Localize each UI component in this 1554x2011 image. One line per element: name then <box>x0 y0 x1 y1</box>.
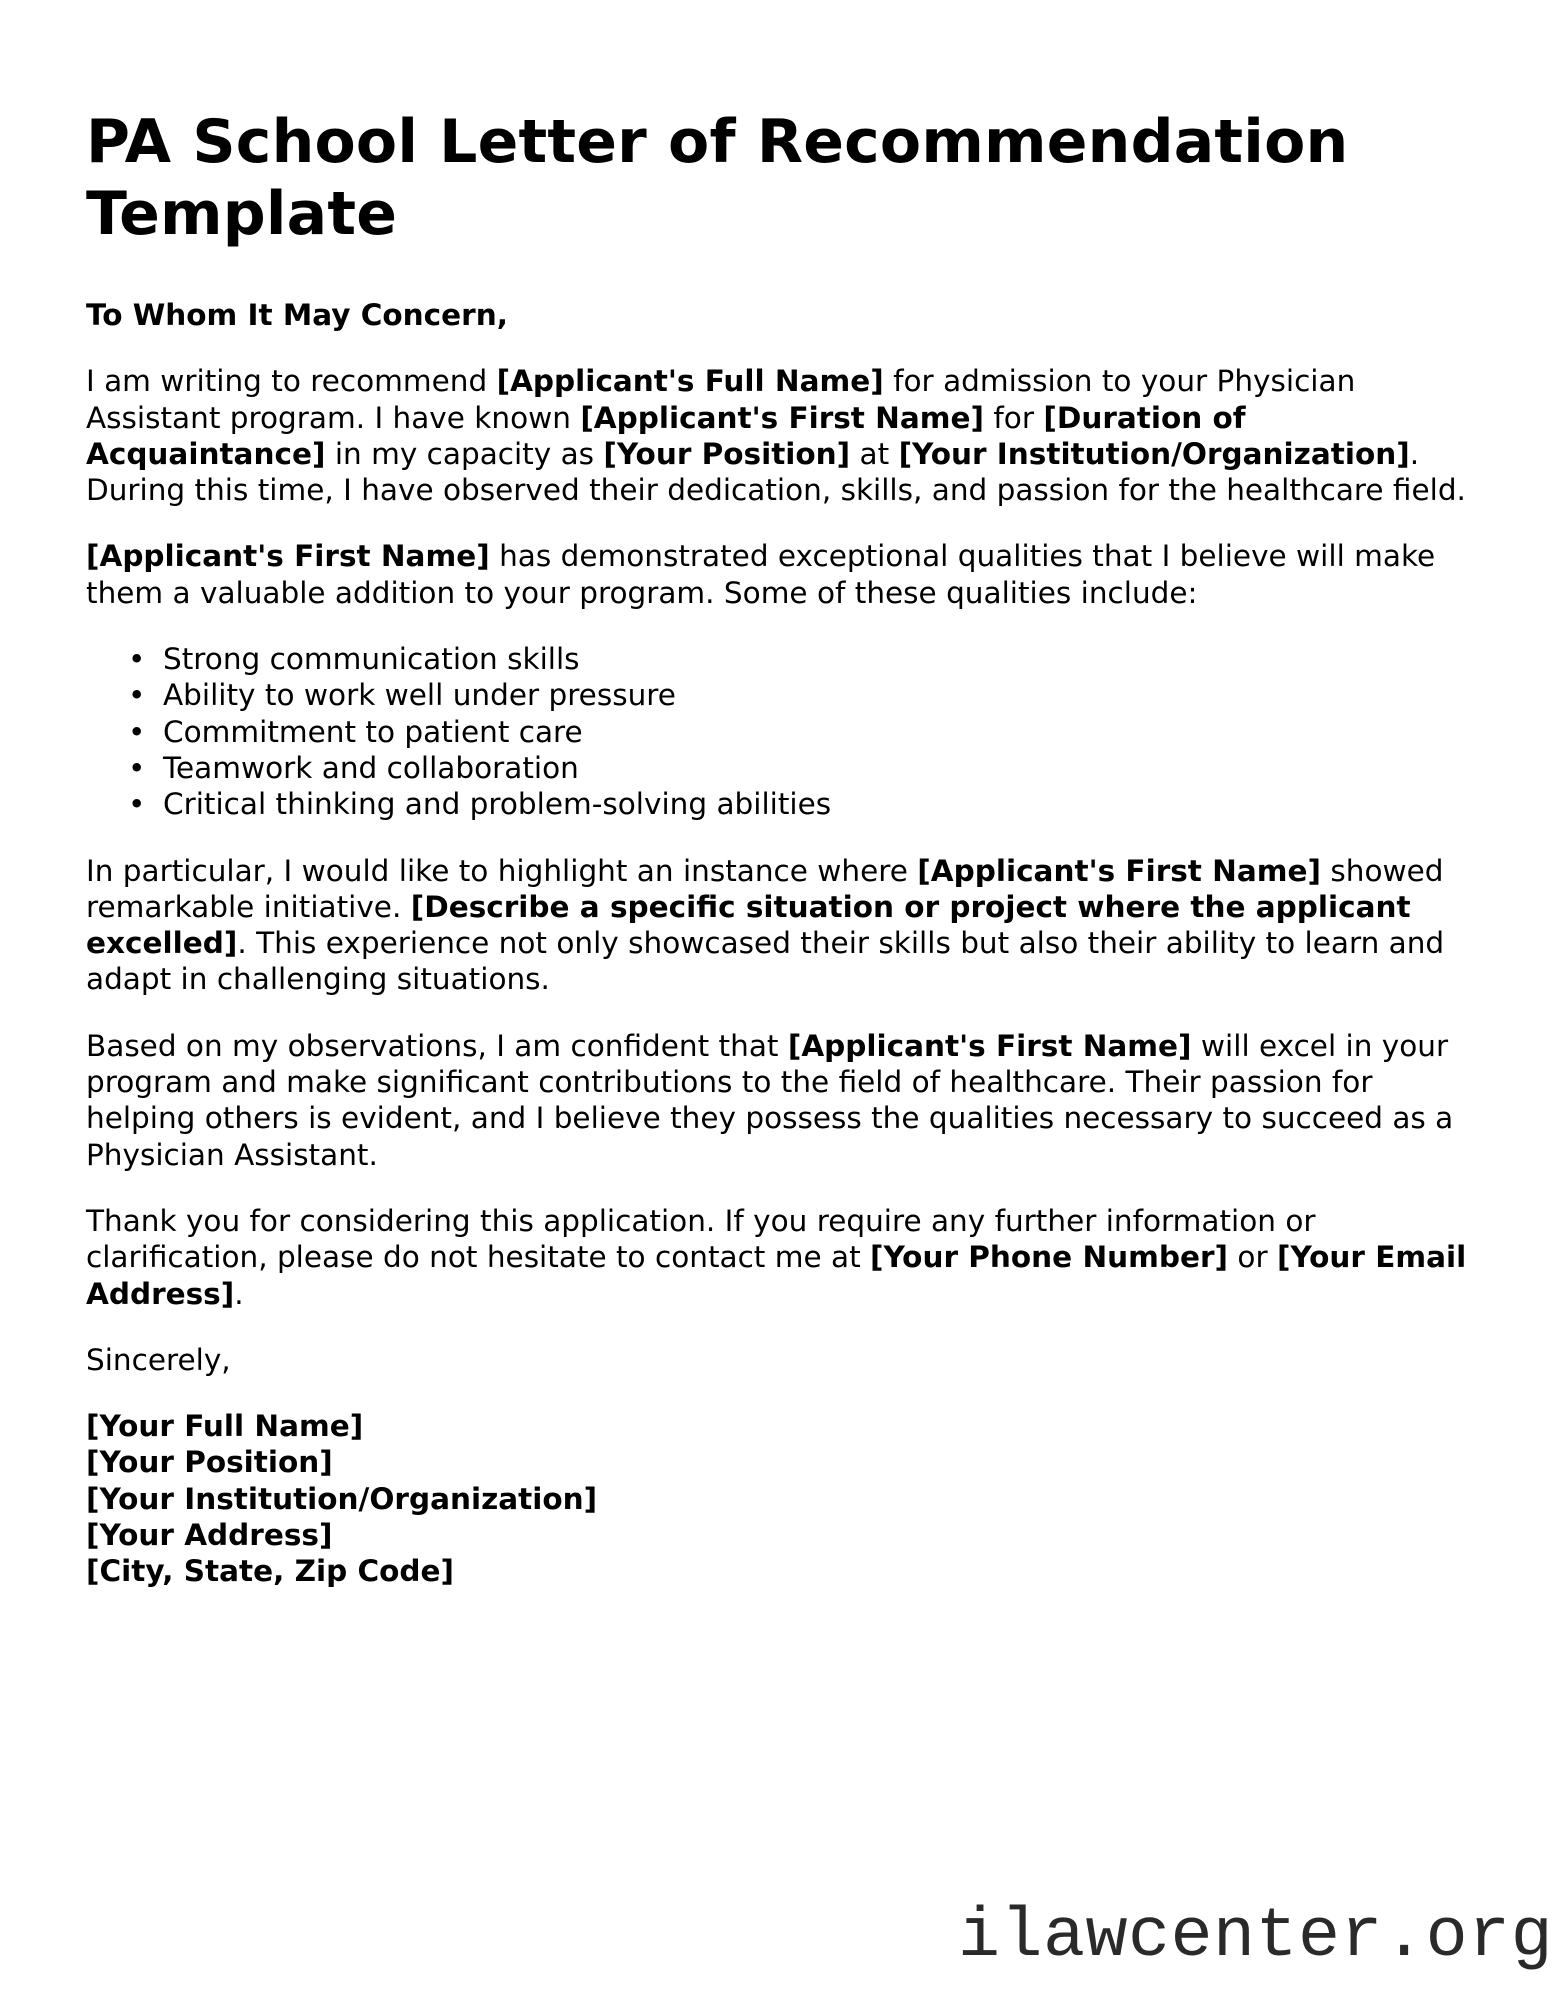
paragraph-highlight <box>86 853 1471 998</box>
placeholder-applicant-first-name: [Applicant's First Name] <box>787 1028 1192 1063</box>
signature-city-state-zip: [City, State, Zip Code] <box>86 1554 455 1589</box>
list-item-text: Commitment to patient care <box>163 714 583 749</box>
text: for admission to your Physician Assistant program. I have known <box>86 364 1356 435</box>
text: has demonstrated exceptional qualities that I believe will make them a valuable addition to your program. Some of these qualities include: <box>86 539 1436 610</box>
list-item <box>86 786 1471 822</box>
bullet-icon: • <box>128 678 146 713</box>
letter-body <box>86 297 1471 1590</box>
paragraph-qualities-intro <box>86 538 1471 611</box>
placeholder-phone-number: [Your Phone Number] <box>870 1240 1229 1275</box>
text: . <box>234 1276 244 1311</box>
text: I am writing to recommend <box>86 364 497 399</box>
signature-institution: [Your Institution/Organization] <box>86 1481 598 1516</box>
qualities-list <box>86 641 1471 822</box>
list-item-text: Teamwork and collaboration <box>163 750 579 785</box>
bullet-icon: • <box>128 750 146 785</box>
bullet-icon: • <box>128 714 146 749</box>
text: In particular, I would like to highlight an instance where <box>86 853 918 888</box>
placeholder-your-position: [Your Position] <box>603 436 851 471</box>
text: . During this time, I have observed their dedication, skills, and passion for the healthcare field. <box>86 436 1466 508</box>
placeholder-duration-of-acquaintance: [Duration of Acquaintance] <box>86 400 1246 471</box>
closing: Sincerely, <box>86 1342 231 1377</box>
placeholder-applicant-first-name: [Applicant's First Name] <box>917 853 1321 888</box>
list-item-text: Ability to work well under pressure <box>163 678 676 713</box>
bullet-icon: • <box>128 642 146 677</box>
text: Thank you for considering this application. If you require any further information or clarification, please do not hesitate to contact me at <box>86 1203 1316 1275</box>
placeholder-applicant-first-name: [Applicant's First Name] <box>580 400 985 435</box>
placeholder-applicant-first-name: [Applicant's First Name] <box>86 539 490 574</box>
list-item <box>86 714 1471 750</box>
text: in my capacity as <box>325 436 604 471</box>
list-item-text: Strong communication skills <box>163 642 580 677</box>
signature-block <box>86 1408 1471 1589</box>
list-item-text: Critical thinking and problem-solving abilities <box>163 787 832 822</box>
placeholder-email-address: [Your Email Address] <box>86 1240 1467 1311</box>
salutation: To Whom It May Concern, <box>86 298 508 332</box>
watermark-site-name: ilawcenter.org <box>958 1898 1554 1977</box>
placeholder-applicant-full-name: [Applicant's Full Name] <box>496 364 884 399</box>
placeholder-specific-situation: [Describe a specific situation or project where the applicant excelled] <box>86 889 1411 961</box>
list-item <box>86 677 1471 713</box>
text: will excel in your program and make significant contributions to the field of healthcare. Their passion for helping others is evident, and I believe they possess the qualities necessary to succeed as a Physician Assistant. <box>86 1028 1454 1172</box>
text: or <box>1228 1240 1277 1275</box>
text: Based on my observations, I am confident that <box>86 1028 788 1063</box>
text: showed remarkable initiative. <box>86 853 1444 924</box>
signature-address: [Your Address] <box>86 1518 333 1553</box>
list-item <box>86 641 1471 677</box>
text: at <box>850 436 899 471</box>
document-title: PA School Letter of Recommendation Template <box>86 107 1349 249</box>
text: for <box>984 400 1044 435</box>
signature-position: [Your Position] <box>86 1445 333 1480</box>
bullet-icon: • <box>128 787 146 822</box>
placeholder-your-institution: [Your Institution/Organization] <box>898 436 1410 471</box>
paragraph-introduction <box>86 363 1471 508</box>
paragraph-contact <box>86 1203 1471 1312</box>
list-item <box>86 750 1471 786</box>
paragraph-confidence <box>86 1028 1471 1173</box>
text: . This experience not only showcased their skills but also their ability to learn and adapt in challenging situations. <box>86 926 1445 997</box>
signature-full-name: [Your Full Name] <box>86 1409 364 1444</box>
